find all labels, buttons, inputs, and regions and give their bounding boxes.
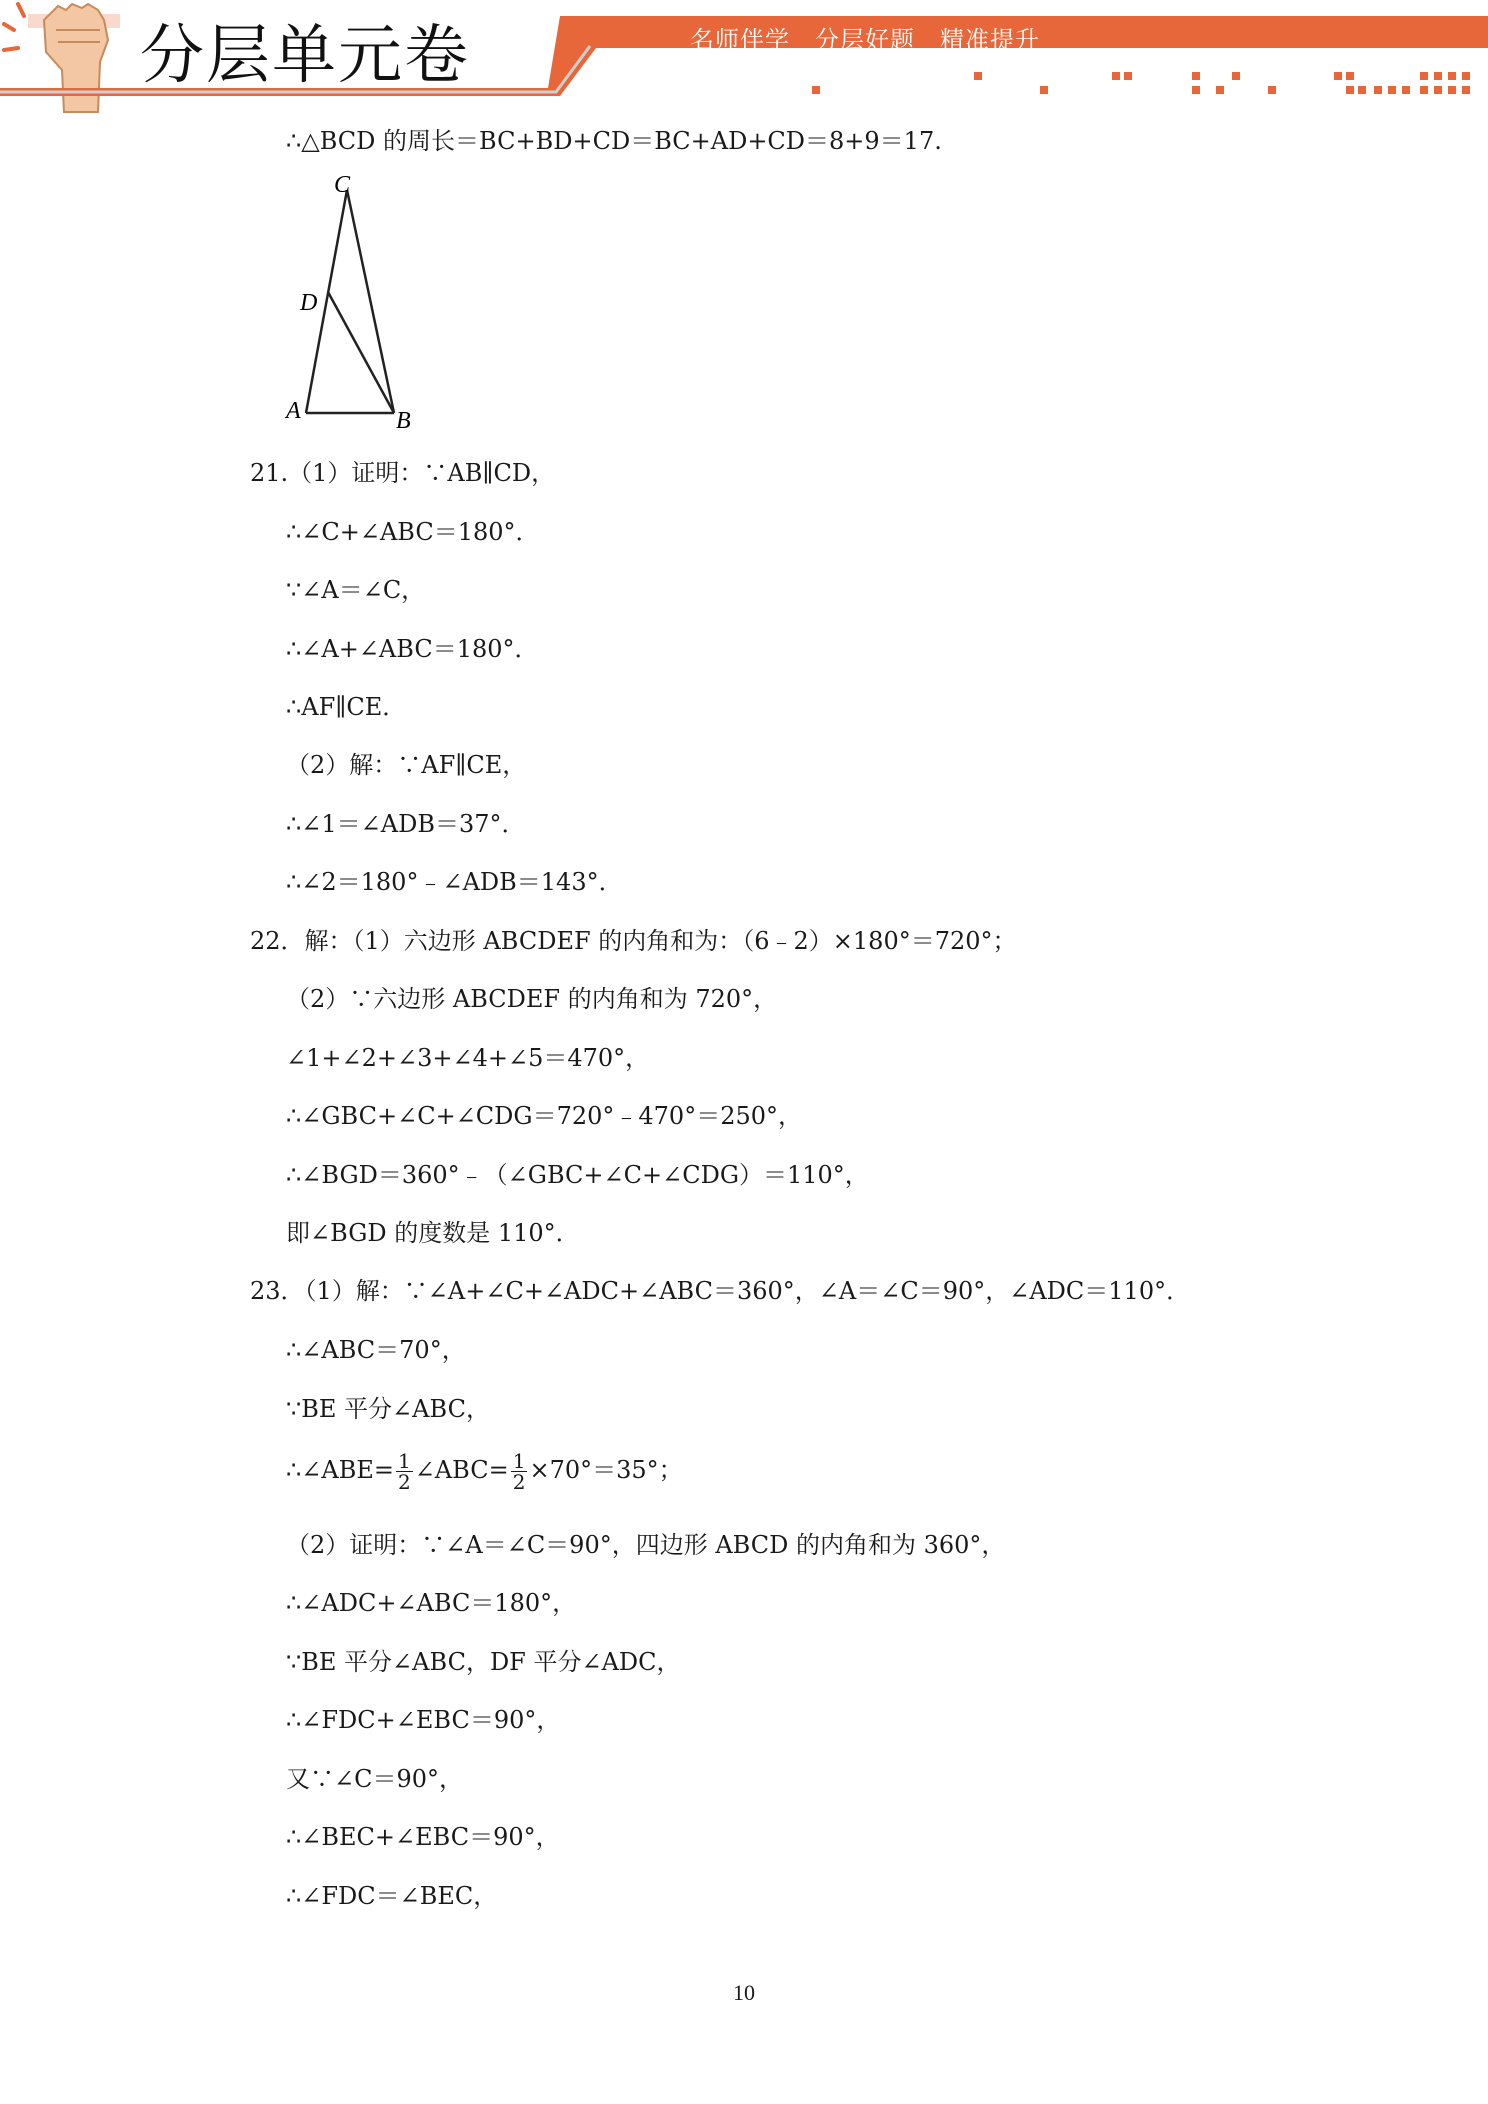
q22-line-2: （2）∵六边形 ABCDEF 的内角和为 720°，	[286, 985, 778, 1013]
q23-line-6: ∴∠ADC+∠ABC＝180°，	[286, 1589, 577, 1617]
page-number: 10	[733, 1980, 755, 2005]
q21-line-3: ∵∠A＝∠C，	[286, 576, 426, 604]
q23-line-2: ∴∠ABC＝70°，	[286, 1336, 466, 1364]
q22-line-6: 即∠BGD 的度数是 110°．	[286, 1219, 580, 1247]
q22-line-5: ∴∠BGD＝360°﹣（∠GBC+∠C+∠CDG）＝110°，	[286, 1161, 869, 1189]
q23-line-1: 23．（1）解：∵∠A+∠C+∠ADC+∠ABC＝360°，∠A＝∠C＝90°，∠ADC＝110°．	[250, 1277, 1191, 1305]
q22-line-3: ∠1+∠2+∠3+∠4+∠5＝470°，	[286, 1044, 650, 1072]
label-d: D	[300, 290, 318, 316]
q23-line-5: （2）证明：∵∠A＝∠C＝90°，四边形 ABCD 的内角和为 360°，	[286, 1531, 1006, 1559]
q22-line-1: 22．解：（1）六边形 ABCDEF 的内角和为：（6﹣2）×180°＝720°；	[250, 927, 1017, 955]
q21-line-5: ∴AF∥CE．	[286, 693, 407, 721]
perimeter-line: ∴△BCD 的周长＝BC+BD+CD＝BC+AD+CD＝8+9＝17.	[286, 127, 942, 155]
q23-line-4	[286, 1448, 683, 1492]
q21-line-7: ∴∠1＝∠ADB＝37°．	[286, 810, 526, 838]
q21-line-4: ∴∠A+∠ABC＝180°．	[286, 635, 539, 663]
q23-line-4b: ∠ABC=	[414, 1456, 509, 1484]
fraction-denominator: 2	[397, 1470, 411, 1494]
triangle-figure	[270, 170, 430, 440]
fraction-half	[396, 1451, 413, 1492]
q23-line-10: ∴∠BEC+∠EBC＝90°，	[286, 1823, 560, 1851]
fraction-numerator-2: 1	[512, 1449, 526, 1473]
q22-line-4: ∴∠GBC+∠C+∠CDG＝720°﹣470°＝250°，	[286, 1102, 802, 1130]
fraction-half-2	[511, 1451, 528, 1492]
q21-line-2: ∴∠C+∠ABC＝180°．	[286, 518, 540, 546]
q23-line-8: ∴∠FDC+∠EBC＝90°，	[286, 1706, 561, 1734]
q23-line-3: ∵BE 平分∠ABC，	[286, 1395, 490, 1423]
brand-title: 分层单元卷	[140, 19, 470, 93]
label-c: C	[334, 172, 351, 198]
q21-line-1: 21.（1）证明：∵AB∥CD，	[250, 459, 556, 487]
fraction-denominator-2: 2	[512, 1470, 526, 1494]
q23-line-4a: ∴∠ABE=	[286, 1456, 394, 1484]
q23-line-4c: ×70°＝35°；	[529, 1456, 683, 1484]
q23-line-9: 又∵∠C＝90°，	[286, 1765, 464, 1793]
decorative-dots	[812, 72, 1470, 94]
q21-line-8: ∴∠2＝180°﹣∠ADB＝143°．	[286, 868, 623, 896]
header-slogan: 名师伴学 分层好题 精准提升	[690, 26, 1040, 54]
page-header	[0, 0, 1488, 120]
q21-line-6: （2）解：∵AF∥CE，	[286, 751, 527, 779]
fraction-numerator: 1	[397, 1449, 411, 1473]
label-a: A	[286, 398, 301, 424]
label-b: B	[396, 408, 411, 434]
q23-line-11: ∴∠FDC＝∠BEC，	[286, 1882, 498, 1910]
q23-line-7: ∵BE 平分∠ABC，DF 平分∠ADC，	[286, 1648, 681, 1676]
